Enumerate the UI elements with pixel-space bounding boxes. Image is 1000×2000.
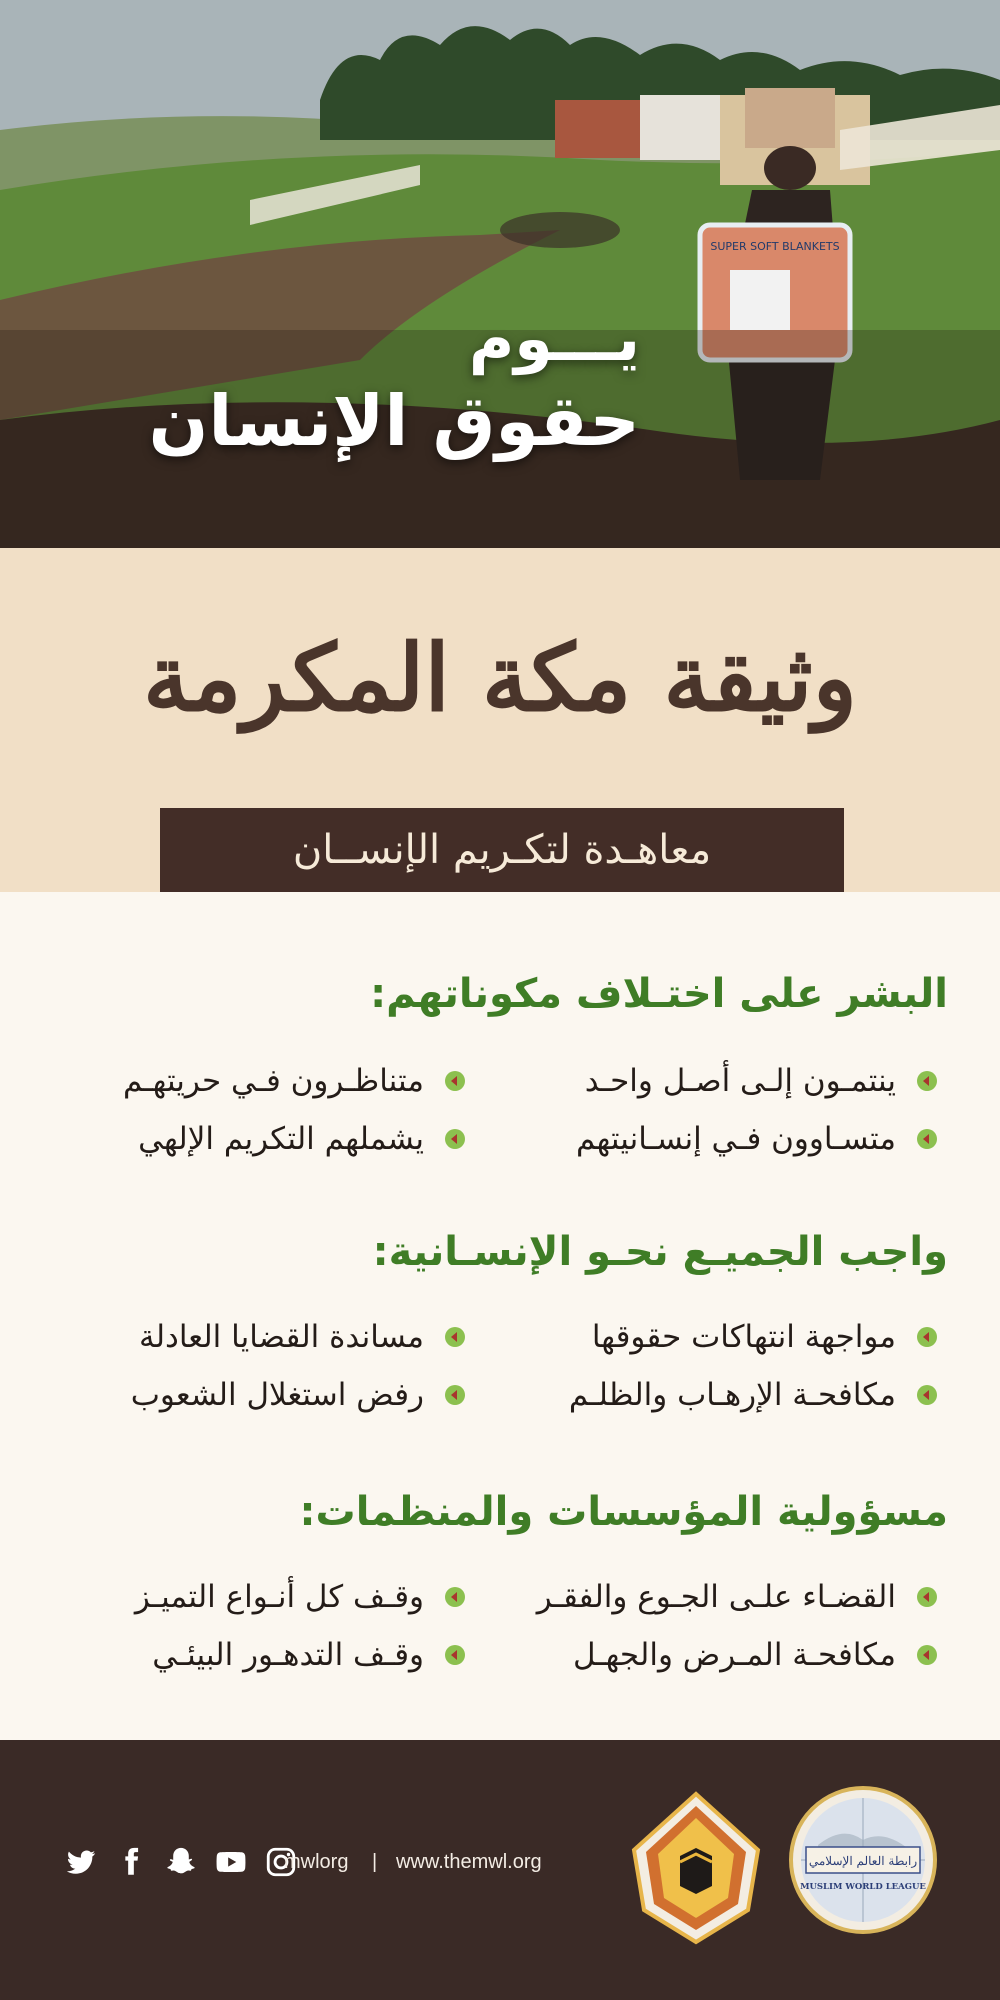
section-heading: مسؤولية المؤسسات والمنظمات:: [299, 1489, 948, 1535]
bullet-icon: [444, 1070, 466, 1092]
box-on-head: [745, 88, 835, 148]
snapchat-icon[interactable]: [164, 1845, 198, 1879]
bullet-icon: [444, 1326, 466, 1348]
footer-separator: |: [372, 1851, 378, 1873]
list-item: [518, 1370, 938, 1420]
bullet-icon: [916, 1326, 938, 1348]
social-icons: [64, 1844, 298, 1880]
list-item-text: متناظـرون فـي حريتهـم: [122, 1063, 424, 1099]
title-band: [0, 548, 1000, 892]
list-item-text: مكافحـة الإرهـاب والظلـم: [568, 1377, 896, 1413]
list-item-text: وقـف التدهـور البيئـي: [152, 1637, 424, 1673]
list-item-text: يشملهم التكريم الإلهي: [138, 1121, 424, 1157]
building-white: [640, 95, 725, 160]
list-item: [46, 1056, 466, 1106]
hero-photo: [0, 0, 1000, 548]
youtube-icon[interactable]: [214, 1845, 248, 1879]
section-heading: البشر على اختـلاف مكوناتهم:: [370, 971, 948, 1017]
group-of-people: [500, 212, 620, 248]
list-item-text: متسـاوون فـي إنسـانيتهم: [576, 1121, 896, 1157]
blanket-bag-label: [730, 270, 790, 330]
muslim-world-league-logo: [788, 1785, 938, 1935]
bullet-icon: [916, 1384, 938, 1406]
hero-scene: [0, 0, 1000, 548]
social-handle[interactable]: mwlorg: [284, 1851, 349, 1873]
list-item: [46, 1312, 466, 1362]
list-item: [518, 1630, 938, 1680]
list-item: [46, 1572, 466, 1622]
section-heading: واجب الجميـع نحـو الإنسـانية:: [372, 1229, 948, 1275]
list-item-text: وقـف كل أنـواع التميـز: [134, 1579, 424, 1615]
list-item-text: مواجهة انتهاكات حقوقها: [591, 1319, 896, 1355]
list-item-text: القضـاء علـى الجـوع والفقـر: [536, 1579, 896, 1615]
calligraphy-title: وثيقة مكة المكرمة: [142, 624, 858, 732]
list-item: [518, 1114, 938, 1164]
list-item: [518, 1572, 938, 1622]
building-red: [555, 100, 645, 158]
bullet-icon: [444, 1384, 466, 1406]
list-item: [46, 1370, 466, 1420]
list-item-text: مساندة القضايا العادلة: [138, 1319, 424, 1355]
facebook-icon[interactable]: [114, 1845, 148, 1879]
list-item-text: رفض استغلال الشعوب: [130, 1377, 424, 1413]
hero-title: [120, 300, 640, 464]
bullet-icon: [916, 1070, 938, 1092]
bullet-icon: [916, 1128, 938, 1150]
bullet-icon: [444, 1128, 466, 1150]
bullet-icon: [444, 1644, 466, 1666]
logo-text-ar: رابطة العالم الإسلامي: [808, 1854, 918, 1868]
list-item: [518, 1312, 938, 1362]
footer: [0, 1740, 1000, 2000]
woman-head: [764, 146, 816, 190]
website-link[interactable]: www.themwl.org: [396, 1851, 542, 1873]
bullet-icon: [916, 1586, 938, 1608]
kaaba-emblem-logo: [628, 1790, 764, 1946]
bullet-icon: [916, 1644, 938, 1666]
twitter-icon[interactable]: [64, 1845, 98, 1879]
hero-title-line1: يـــوم: [468, 302, 640, 375]
list-item-text: ينتمـون إلـى أصـل واحـد: [584, 1063, 896, 1099]
list-item: [46, 1630, 466, 1680]
list-item: [46, 1114, 466, 1164]
bullet-icon: [444, 1586, 466, 1608]
hero-title-line2: حقوق الإنسان: [148, 380, 640, 462]
content-area: [0, 892, 1000, 1740]
list-item-text: مكافحـة المـرض والجهـل: [573, 1637, 896, 1673]
logo-text-en: MUSLIM WORLD LEAGUE: [800, 1882, 926, 1892]
blanket-bag-text: SUPER SOFT BLANKETS: [710, 240, 840, 253]
subtitle-box: معاهـدة لتكـريم الإنســان: [160, 808, 844, 892]
list-item: [518, 1056, 938, 1106]
